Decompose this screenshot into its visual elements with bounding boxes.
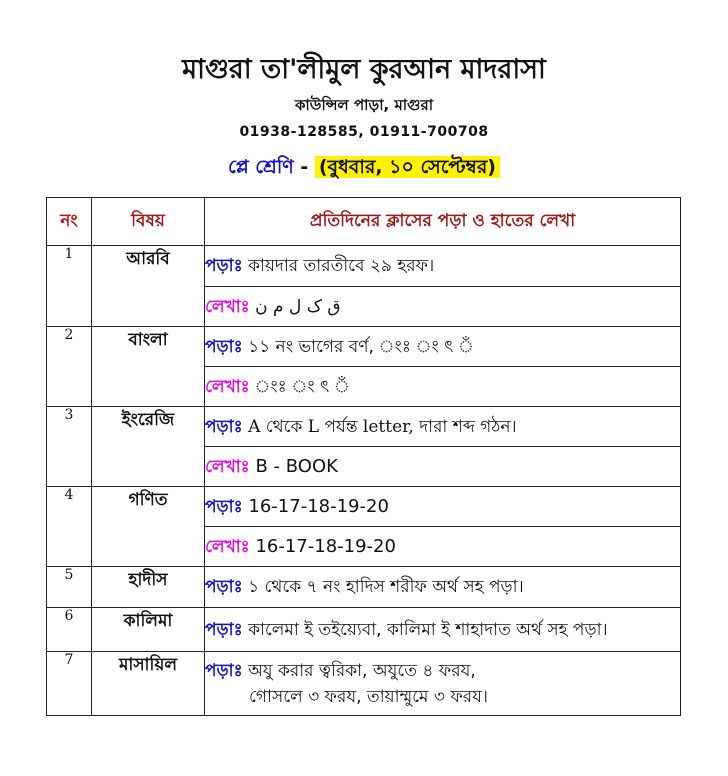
class-date-separator: -: [293, 156, 315, 178]
read-text: অযু করার ত্বরিকা, অযুতে ৪ ফরয,: [242, 660, 476, 681]
read-label: পড়াঃ: [205, 577, 243, 597]
row-number: 1: [47, 246, 92, 327]
write-cell: [205, 447, 681, 487]
row-number: 5: [47, 567, 92, 608]
read-cell: [205, 327, 681, 367]
write-label: লেখাঃ: [205, 536, 250, 557]
row-subject: কালিমা: [92, 608, 205, 652]
read-text: ১ থেকে ৭ নং হাদিস শরীফ অর্থ সহ পড়া।: [242, 577, 524, 597]
table-header-row: [47, 198, 681, 246]
row-number: 7: [47, 652, 92, 716]
table-row: [47, 567, 681, 608]
table-row: [47, 327, 681, 367]
header-no: নং: [47, 198, 92, 246]
write-cell: [205, 287, 681, 327]
write-text: B - BOOK: [249, 455, 338, 477]
read-cell: [205, 246, 681, 287]
read-cell: [205, 567, 681, 608]
write-label: লেখাঃ: [205, 296, 250, 317]
madrasa-phone: 01938-128585, 01911-700708: [239, 124, 489, 140]
table-row: [47, 246, 681, 287]
class-date-line: [0, 152, 728, 182]
read-text: ১১ নং ভাগের বর্ণ, ংঃ ং ৎ ঁ: [242, 336, 474, 357]
write-label: লেখাঃ: [205, 456, 250, 477]
read-label: পড়াঃ: [205, 619, 243, 640]
header-subject: বিষয়: [92, 198, 205, 246]
row-subject: গণিত: [92, 487, 205, 567]
write-label: লেখাঃ: [205, 376, 250, 397]
madrasa-title: মাগুরা তা'লীমুল কুরআন মাদরাসা: [182, 54, 546, 85]
row-number: 6: [47, 608, 92, 652]
read-cell: [205, 652, 681, 716]
read-text: কালেমা ই তইয়্যেবা, কালিমা ই শাহাদাত অর্থ সহ পড়া।: [242, 619, 608, 640]
read-text: A থেকে L পর্যন্ত letter, দারা শব্দ গঠন।: [242, 416, 517, 437]
read-label: পড়াঃ: [205, 256, 243, 276]
row-subject: ইংরেজি: [92, 407, 205, 487]
row-subject: বাংলা: [92, 327, 205, 407]
class-name: প্লে শ্রেণি: [228, 156, 294, 178]
table-row: [47, 487, 681, 527]
madrasa-address: কাউন্সিল পাড়া, মাগুরা: [294, 96, 434, 114]
row-number: 2: [47, 327, 92, 407]
read-label: পড়াঃ: [205, 336, 243, 357]
row-subject: হাদীস: [92, 567, 205, 608]
read-label: পড়াঃ: [205, 416, 243, 437]
row-number: 3: [47, 407, 92, 487]
write-text: ংঃ ং ৎ ঁ: [249, 376, 350, 397]
read-text-line2: গোসলে ৩ ফরয, তায়াম্মুমে ৩ ফরয।: [249, 686, 488, 707]
read-label: পড়াঃ: [205, 496, 243, 517]
header-content: প্রতিদিনের ক্লাসের পড়া ও হাতের লেখা: [205, 198, 681, 246]
read-text: কায়দার তারতীবে ২৯ হরফ।: [242, 256, 435, 276]
write-text: ق ک ل م ن: [249, 296, 341, 317]
row-subject: মাসায়িল: [92, 652, 205, 716]
table-row: [47, 652, 681, 716]
read-cell: [205, 487, 681, 527]
read-label: পড়াঃ: [205, 660, 243, 681]
read-text: 16-17-18-19-20: [242, 495, 389, 517]
table-row: [47, 608, 681, 652]
read-cell: [205, 608, 681, 652]
write-text: 16-17-18-19-20: [249, 535, 396, 557]
table-row: [47, 407, 681, 447]
routine-table: [46, 197, 681, 716]
write-cell: [205, 527, 681, 567]
write-cell: [205, 367, 681, 407]
row-number: 4: [47, 487, 92, 567]
class-date: (বুধবার, ১০ সেপ্টেম্বর): [315, 156, 500, 178]
read-cell: [205, 407, 681, 447]
row-subject: আরবি: [92, 246, 205, 327]
